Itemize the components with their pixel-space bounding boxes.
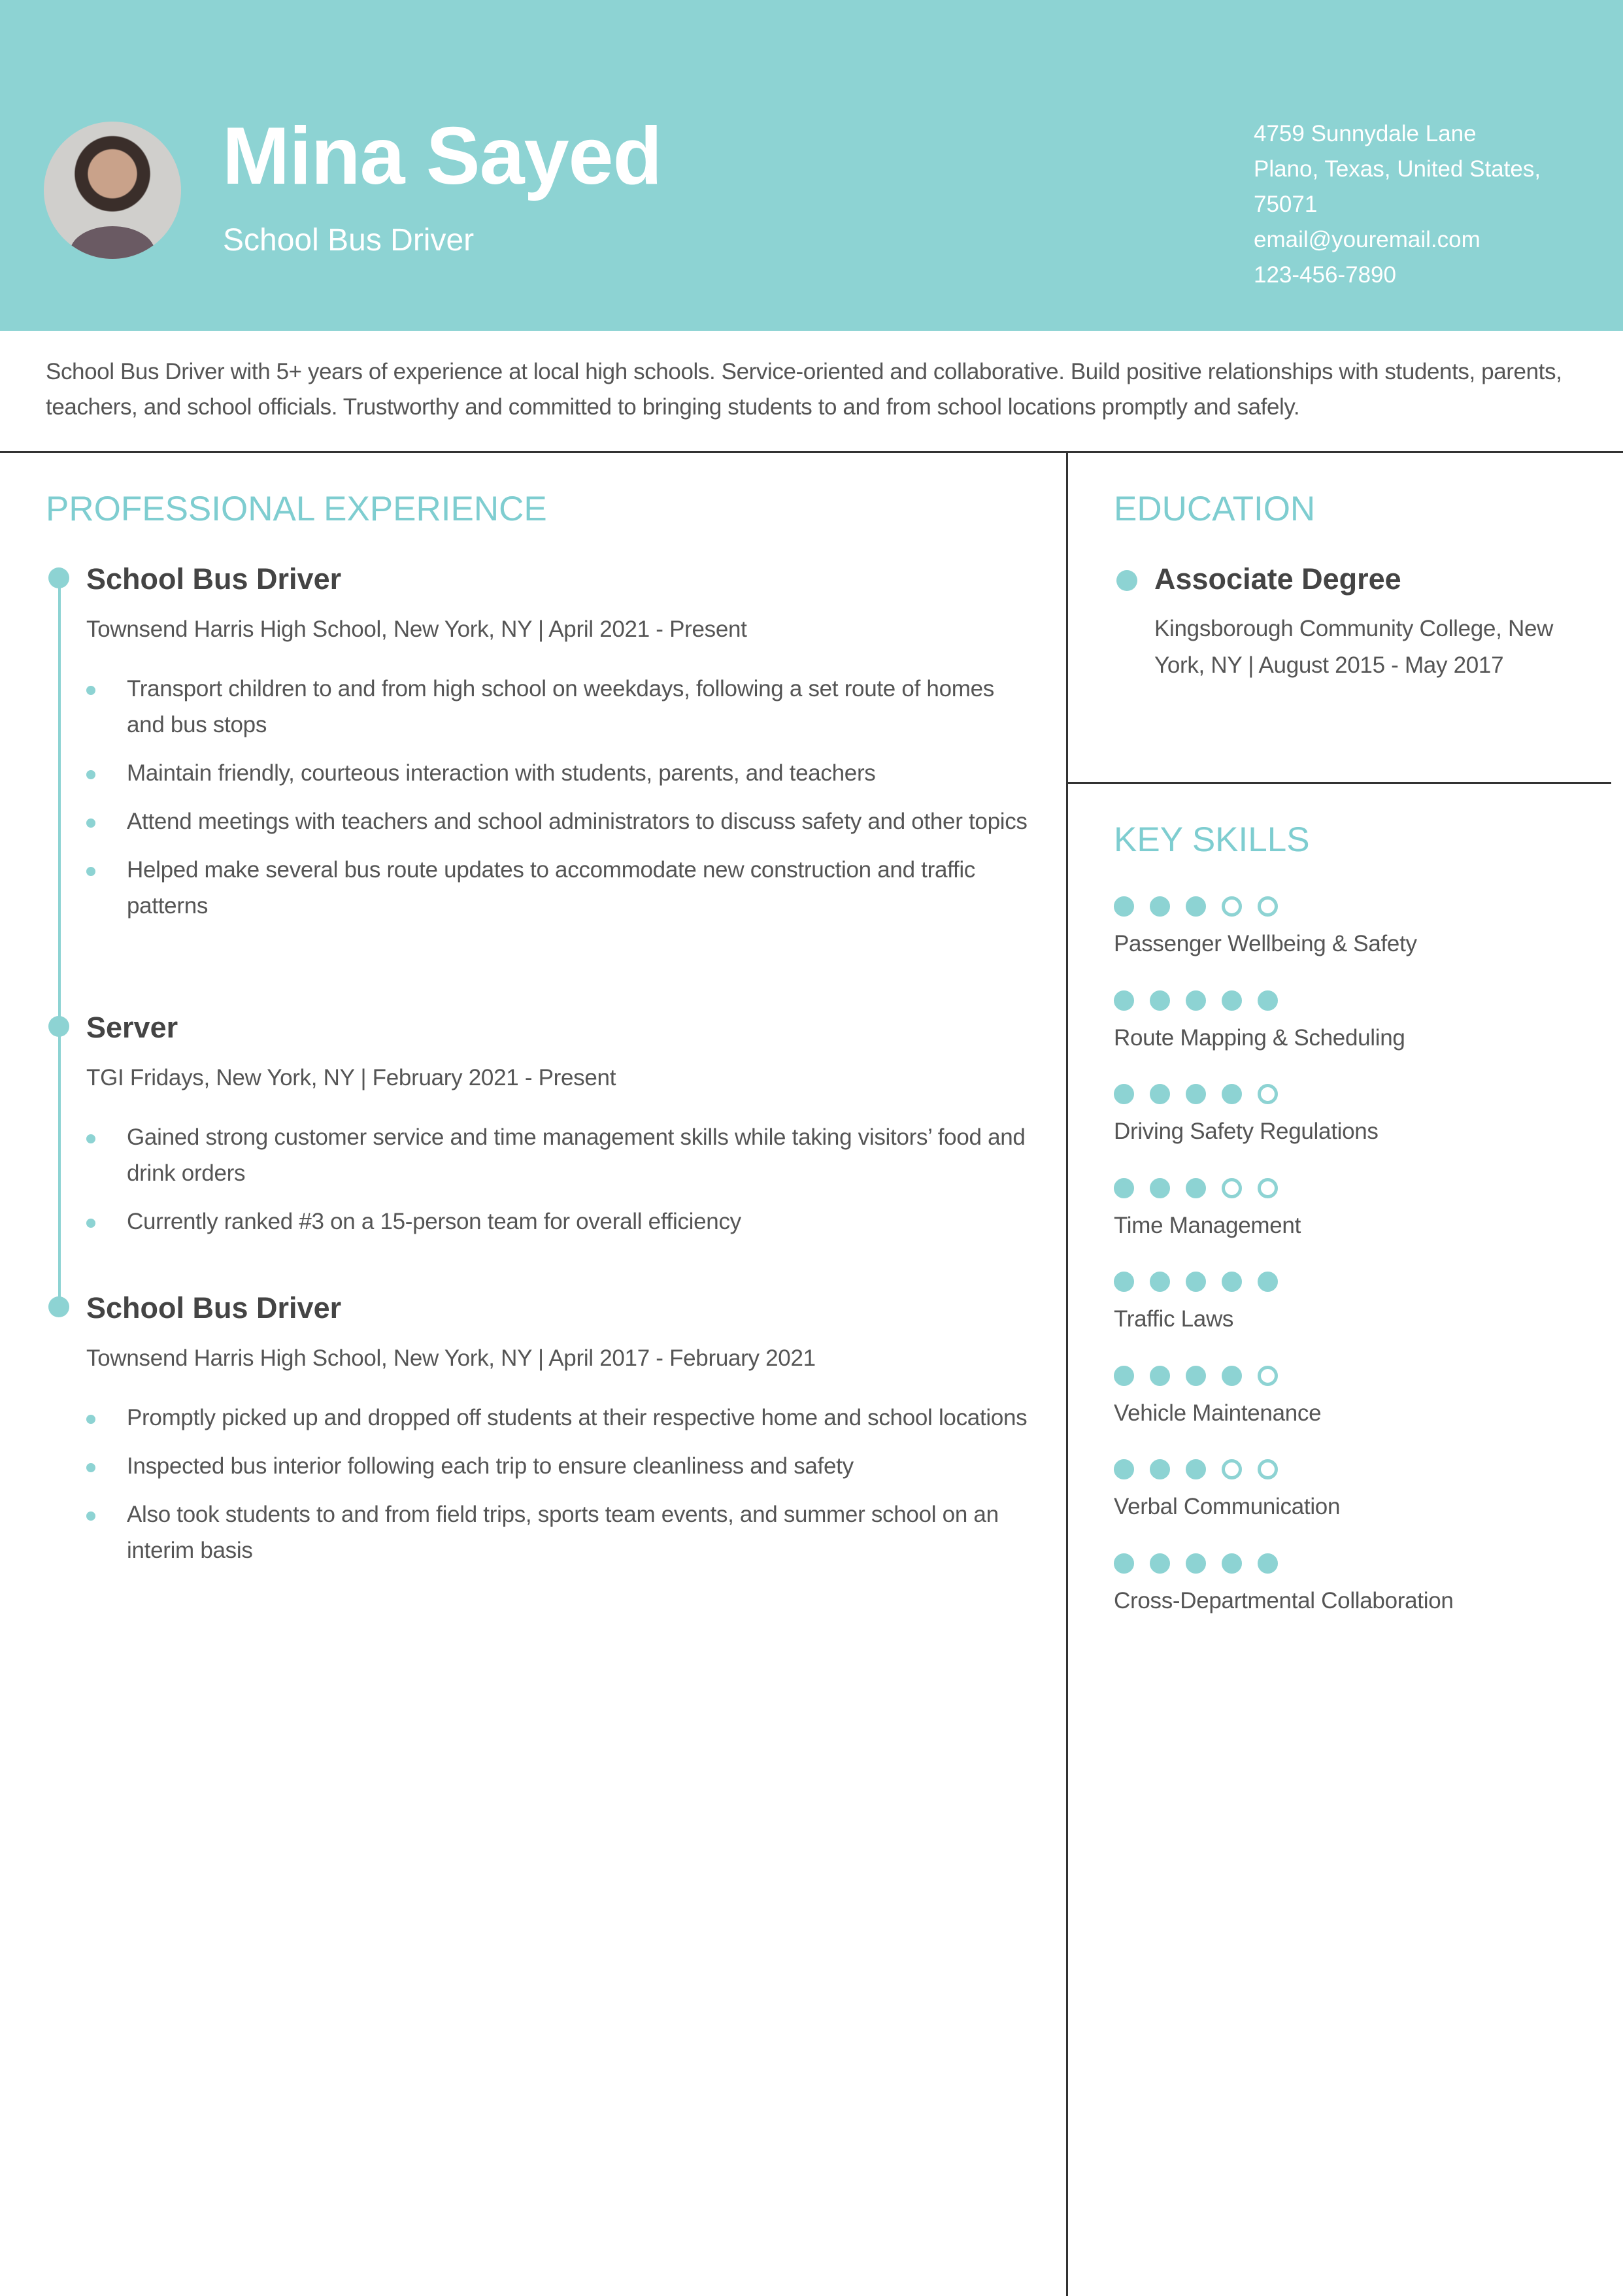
skill-name: Traffic Laws (1114, 1306, 1234, 1332)
bullet-icon (86, 1415, 95, 1424)
skill-rating (1114, 1084, 1379, 1104)
empty-dot-icon (1222, 1178, 1242, 1198)
bullet-text: Currently ranked #3 on a 15-person team for overall efficiency (127, 1209, 741, 1234)
filled-dot-icon (1150, 1272, 1170, 1292)
filled-dot-icon (1114, 1459, 1134, 1479)
job-meta: Townsend Harris High School, New York, NY | April 2021 - Present (86, 616, 747, 642)
filled-dot-icon (1186, 1553, 1206, 1574)
skill-name: Vehicle Maintenance (1114, 1400, 1322, 1426)
filled-dot-icon (1114, 1272, 1134, 1292)
empty-dot-icon (1258, 1459, 1278, 1479)
filled-dot-icon (1186, 1459, 1206, 1479)
filled-dot-icon (1150, 1084, 1170, 1104)
filled-dot-icon (1222, 990, 1242, 1011)
phone: 123-456-7890 (1254, 262, 1396, 288)
filled-dot-icon (1114, 990, 1134, 1011)
job-bullets (86, 671, 1034, 924)
empty-dot-icon (1258, 896, 1278, 917)
list-item (86, 803, 1034, 839)
job-entry (86, 1290, 1034, 1581)
skill-item (1114, 1178, 1301, 1270)
skill-rating (1114, 1272, 1278, 1292)
skill-item (1114, 1553, 1454, 1645)
empty-dot-icon (1222, 896, 1242, 917)
filled-dot-icon (1186, 1084, 1206, 1104)
timeline-dot (1116, 570, 1137, 591)
education-entry (1154, 561, 1586, 684)
filled-dot-icon (1186, 896, 1206, 917)
list-item (86, 755, 1034, 791)
column-divider (1066, 452, 1068, 2296)
empty-dot-icon (1258, 1178, 1278, 1198)
bullet-icon (86, 1511, 95, 1521)
job-meta: TGI Fridays, New York, NY | February 2021 - Present (86, 1065, 616, 1090)
bullet-text: Helped make several bus route updates to accommodate new construction and traffic patterns (127, 857, 976, 919)
skill-rating (1114, 1459, 1340, 1479)
summary: School Bus Driver with 5+ years of experience at local high schools. Service-oriented and collaborative. Build positive relationships with students, parents, teachers, and school officials. Trustworthy and committed to bringing students to and from school locations promptly and safely. (46, 359, 1562, 420)
filled-dot-icon (1114, 1178, 1134, 1198)
list-item (86, 1204, 1034, 1240)
job-bullets (86, 1119, 1034, 1240)
filled-dot-icon (1150, 1178, 1170, 1198)
job-entry (86, 1009, 1034, 1252)
filled-dot-icon (1222, 1084, 1242, 1104)
filled-dot-icon (1114, 896, 1134, 917)
bullet-text: Promptly picked up and dropped off students at their respective home and school locations (127, 1405, 1028, 1430)
empty-dot-icon (1258, 1084, 1278, 1104)
skill-rating (1114, 990, 1405, 1011)
skill-name: Time Management (1114, 1212, 1301, 1238)
job-title: School Bus Driver (86, 1291, 342, 1325)
job-entry (86, 561, 1034, 936)
skill-item (1114, 1366, 1321, 1457)
filled-dot-icon (1150, 896, 1170, 917)
bullet-icon (86, 1219, 95, 1228)
degree: Associate Degree (1154, 562, 1401, 596)
skill-name: Driving Safety Regulations (1114, 1119, 1379, 1144)
filled-dot-icon (1222, 1366, 1242, 1386)
profile-photo (44, 122, 181, 259)
contact-info (1254, 116, 1594, 293)
filled-dot-icon (1222, 1272, 1242, 1292)
timeline-dot (48, 567, 69, 588)
skill-item (1114, 896, 1417, 988)
bullet-icon (86, 867, 95, 876)
filled-dot-icon (1258, 1553, 1278, 1574)
skill-item (1114, 1459, 1340, 1551)
header (0, 0, 1623, 331)
skills-heading: KEY SKILLS (1114, 820, 1310, 859)
bullet-icon (86, 1463, 95, 1472)
bullet-icon (86, 819, 95, 828)
list-item (86, 852, 1034, 924)
list-item (86, 1400, 1034, 1436)
skill-name: Passenger Wellbeing & Safety (1114, 931, 1417, 956)
job-title: School Bus Driver (223, 223, 475, 258)
filled-dot-icon (1150, 990, 1170, 1011)
skill-rating (1114, 1553, 1454, 1574)
bullet-text: Inspected bus interior following each trip to ensure cleanliness and safety (127, 1453, 854, 1479)
filled-dot-icon (1258, 990, 1278, 1011)
filled-dot-icon (1150, 1553, 1170, 1574)
bullet-text: Gained strong customer service and time management skills while taking visitors’ food and drink orders (127, 1124, 1026, 1186)
timeline-dot (48, 1016, 69, 1037)
job-title: Server (86, 1011, 178, 1044)
filled-dot-icon (1186, 1366, 1206, 1386)
divider (0, 451, 1623, 453)
skill-item (1114, 1272, 1278, 1363)
filled-dot-icon (1114, 1084, 1134, 1104)
skill-name: Route Mapping & Scheduling (1114, 1024, 1405, 1051)
bullet-text: Also took students to and from field trips, sports team events, and summer school on an interim basis (127, 1502, 999, 1563)
empty-dot-icon (1222, 1459, 1242, 1479)
list-item (86, 1448, 1034, 1484)
empty-dot-icon (1258, 1366, 1278, 1386)
skill-rating (1114, 896, 1417, 917)
bullet-icon (86, 770, 95, 779)
list-item (86, 1496, 1034, 1568)
timeline-dot (48, 1296, 69, 1317)
job-title: School Bus Driver (86, 562, 342, 596)
skill-rating (1114, 1178, 1301, 1198)
address-line-2: Plano, Texas, United States, (1254, 156, 1541, 182)
address-zip: 75071 (1254, 192, 1318, 217)
filled-dot-icon (1222, 1553, 1242, 1574)
filled-dot-icon (1258, 1272, 1278, 1292)
list-item (86, 671, 1034, 743)
filled-dot-icon (1150, 1366, 1170, 1386)
experience-heading: PROFESSIONAL EXPERIENCE (46, 490, 547, 528)
filled-dot-icon (1186, 1272, 1206, 1292)
filled-dot-icon (1114, 1366, 1134, 1386)
bullet-text: Maintain friendly, courteous interaction with students, parents, and teachers (127, 760, 876, 786)
bullet-text: Attend meetings with teachers and school administrators to discuss safety and other topics (127, 809, 1028, 834)
job-bullets (86, 1400, 1034, 1568)
candidate-name: Mina Sayed (222, 111, 662, 201)
filled-dot-icon (1186, 990, 1206, 1011)
divider (1067, 782, 1611, 784)
list-item (86, 1119, 1034, 1191)
skill-name: Verbal Communication (1114, 1494, 1341, 1519)
timeline-line (58, 580, 61, 1309)
address-line-1: 4759 Sunnydale Lane (1254, 121, 1477, 146)
skill-name: Cross-Departmental Collaboration (1114, 1587, 1454, 1613)
bullet-text: Transport children to and from high school on weekdays, following a set route of homes and bus stops (127, 676, 994, 737)
skill-item (1114, 1084, 1379, 1175)
email: email@youremail.com (1254, 227, 1481, 252)
filled-dot-icon (1150, 1459, 1170, 1479)
skill-rating (1114, 1366, 1321, 1386)
education-heading: EDUCATION (1114, 490, 1316, 528)
skill-item (1114, 990, 1405, 1082)
bullet-icon (86, 686, 95, 695)
filled-dot-icon (1186, 1178, 1206, 1198)
education-meta: Kingsborough Community College, New York, NY | August 2015 - May 2017 (1154, 616, 1554, 678)
bullet-icon (86, 1134, 95, 1143)
filled-dot-icon (1114, 1553, 1134, 1574)
job-meta: Townsend Harris High School, New York, NY | April 2017 - February 2021 (86, 1345, 816, 1371)
